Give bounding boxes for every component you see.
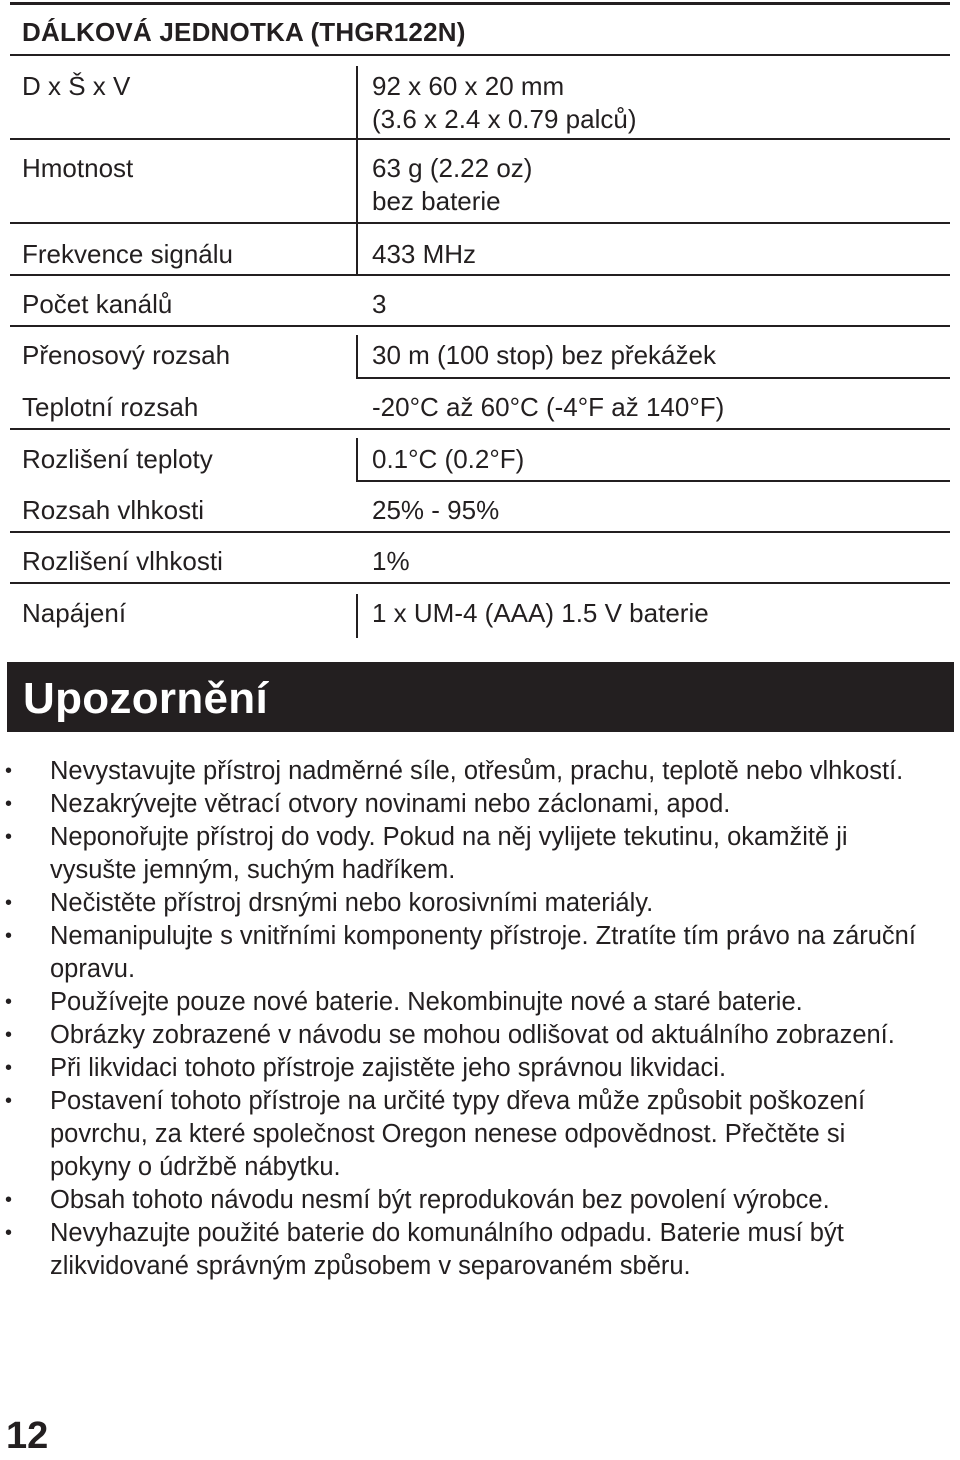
spec-label: D x Š x V	[22, 71, 131, 101]
warning-text: Nemanipulujte s vnitřními komponenty přístroje. Ztratíte tím právo na záruční opravu.	[50, 922, 916, 983]
warning-item	[0, 788, 930, 821]
bullet: •	[5, 1090, 13, 1112]
bullet: •	[5, 1024, 13, 1046]
spec-value: 30 m (100 stop) bez překážek	[372, 340, 716, 370]
spec-row	[10, 379, 950, 430]
warning-item	[0, 1052, 930, 1085]
column-divider	[356, 224, 358, 276]
bullet: •	[5, 892, 13, 914]
spec-table-title: DÁLKOVÁ JEDNOTKA (THGR122N)	[10, 2, 950, 56]
spec-label: Přenosový rozsah	[22, 340, 231, 370]
spec-value: 1 x UM-4 (AAA) 1.5 V baterie	[372, 598, 709, 628]
column-divider	[356, 594, 358, 638]
bullet: •	[5, 826, 13, 848]
bullet: •	[5, 1057, 13, 1079]
bullet: •	[5, 1222, 13, 1244]
warning-item	[0, 755, 930, 788]
spec-label: Teplotní rozsah	[22, 392, 199, 422]
warning-text: Nevyhazujte použité baterie do komunálního odpadu. Baterie musí být zlikvidované správným způsobem v separovaném sběru.	[50, 1219, 844, 1280]
spec-row	[10, 276, 950, 327]
warning-text: Nečistěte přístroj drsnými nebo korosivními materiály.	[50, 889, 654, 917]
spec-value: 3	[372, 289, 387, 319]
warning-text: Obrázky zobrazené v návodu se mohou odlišovat od aktuálního zobrazení.	[50, 1021, 895, 1049]
bullet: •	[5, 760, 13, 782]
warning-text: Používejte pouze nové baterie. Nekombinujte nové a staré baterie.	[50, 988, 803, 1016]
spec-label: Rozsah vlhkosti	[22, 495, 205, 525]
spec-row	[10, 482, 950, 533]
spec-row	[10, 224, 950, 276]
page-number: 12	[6, 1415, 49, 1457]
spec-label: Hmotnost	[22, 153, 134, 183]
column-divider	[356, 66, 358, 140]
spec-row	[10, 533, 950, 584]
spec-table	[10, 2, 950, 638]
spec-rows	[10, 56, 950, 638]
spec-label: Napájení	[22, 598, 127, 628]
spec-row	[10, 584, 950, 638]
warning-item	[0, 887, 930, 920]
spec-label: Rozlišení teploty	[22, 444, 213, 474]
spec-label: Rozlišení vlhkosti	[22, 546, 223, 576]
warning-text: Nevystavujte přístroj nadměrné síle, otřesům, prachu, teplotě nebo vlhkostí.	[50, 757, 904, 785]
warning-item	[0, 1085, 930, 1184]
column-divider	[356, 140, 358, 224]
spec-value: 63 g (2.22 oz) bez baterie	[372, 153, 533, 216]
column-divider	[356, 438, 358, 482]
spec-row	[10, 56, 950, 140]
warning-item	[0, 1217, 930, 1283]
column-divider	[356, 335, 358, 379]
spec-label: Frekvence signálu	[22, 239, 233, 269]
warning-text: Postavení tohoto přístroje na určité typy dřeva může způsobit poškození povrchu, za které společnost Oregon nenese odpovědnost. Přečtěte si pokyny o údržbě nábytku.	[50, 1087, 866, 1181]
spec-value: 0.1°C (0.2°F)	[372, 444, 525, 474]
warning-item	[0, 920, 930, 986]
spec-value: 25% - 95%	[372, 495, 500, 525]
warning-banner: Upozornění	[7, 662, 954, 732]
warning-item	[0, 821, 930, 887]
warning-text: Obsah tohoto návodu nesmí být reprodukován bez povolení výrobce.	[50, 1186, 830, 1214]
spec-value: 92 x 60 x 20 mm (3.6 x 2.4 x 0.79 palců)	[372, 71, 637, 134]
spec-row	[10, 430, 950, 482]
bullet: •	[5, 793, 13, 815]
spec-label: Počet kanálů	[22, 289, 173, 319]
warning-item	[0, 986, 930, 1019]
spec-value: -20°C až 60°C (-4°F až 140°F)	[372, 392, 725, 422]
warning-text: Nezakrývejte větrací otvory novinami nebo záclonami, apod.	[50, 790, 731, 818]
spec-value: 433 MHz	[372, 239, 477, 269]
bullet: •	[5, 925, 13, 947]
spec-value: 1%	[372, 546, 410, 576]
bullet: •	[5, 991, 13, 1013]
warning-item	[0, 1184, 930, 1217]
spec-row	[10, 327, 950, 379]
warning-item	[0, 1019, 930, 1052]
spec-row	[10, 140, 950, 224]
warning-list	[0, 755, 930, 1283]
bullet: •	[5, 1189, 13, 1211]
warning-text: Při likvidaci tohoto přístroje zajistěte jeho správnou likvidaci.	[50, 1054, 727, 1082]
warning-text: Neponořujte přístroj do vody. Pokud na něj vylijete tekutinu, okamžitě ji vysušte jemným, suchým hadříkem.	[50, 823, 848, 884]
